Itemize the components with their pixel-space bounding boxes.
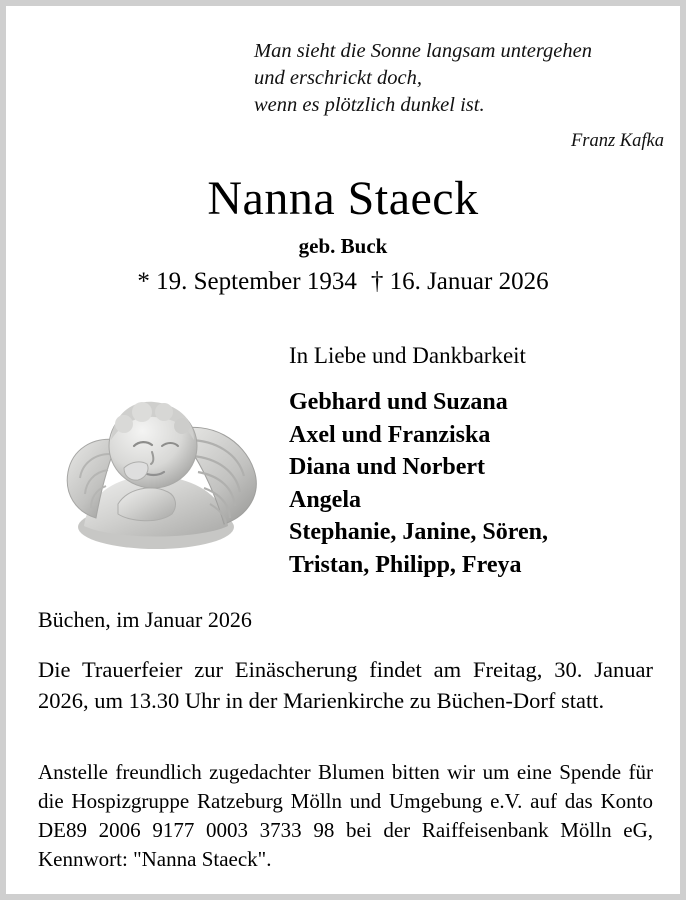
quote-line-1: Man sieht die Sonne langsam untergehen	[254, 40, 592, 62]
mourner-line: Angela	[289, 486, 361, 513]
donation-request: Anstelle freundlich zugedachter Blumen bitten wir um eine Spende für die Hospizgruppe Ratzeburg Mölln und Umgebung e.V. auf das Konto DE89 2006 9177 0003 3733 98 bei der Raiffeisenbank Mölln eG, Kennwort: "Nanna Staeck".	[38, 760, 653, 871]
mourner-line: Gebhard und Suzana	[289, 389, 508, 415]
mourner-line: Stephanie, Janine, Sören,	[289, 519, 548, 545]
quote-author: Franz Kafka	[570, 131, 664, 151]
ceremony-details: Die Trauerfeier zur Einäscherung findet am Freitag, 30. Januar 2026, um 13.30 Uhr in der Marienkirche zu Büchen-Dorf statt.	[38, 657, 653, 713]
mourner-line: Tristan, Philipp, Freya	[289, 551, 522, 578]
deceased-maiden-name: geb. Buck	[298, 234, 388, 258]
birth-date: * 19. September 1934	[137, 268, 357, 295]
mourner-list	[289, 386, 548, 581]
place-and-date: Büchen, im Januar 2026	[38, 607, 252, 632]
memorial-quote	[254, 38, 664, 119]
quote-line-3: wenn es plötzlich dunkel ist.	[254, 94, 485, 116]
dedication-line: In Liebe und Dankbarkeit	[289, 343, 526, 368]
death-date: † 16. Januar 2026	[370, 268, 549, 295]
deceased-name: Nanna Staeck	[207, 172, 479, 225]
mourner-line: Diana und Norbert	[289, 454, 486, 480]
quote-line-2: und erschrickt doch,	[254, 67, 422, 89]
mourner-line: Axel und Franziska	[289, 421, 491, 448]
cherub-angel-icon	[48, 384, 263, 559]
obituary-inner-card	[6, 6, 680, 894]
deceased-life-dates	[6, 268, 680, 296]
